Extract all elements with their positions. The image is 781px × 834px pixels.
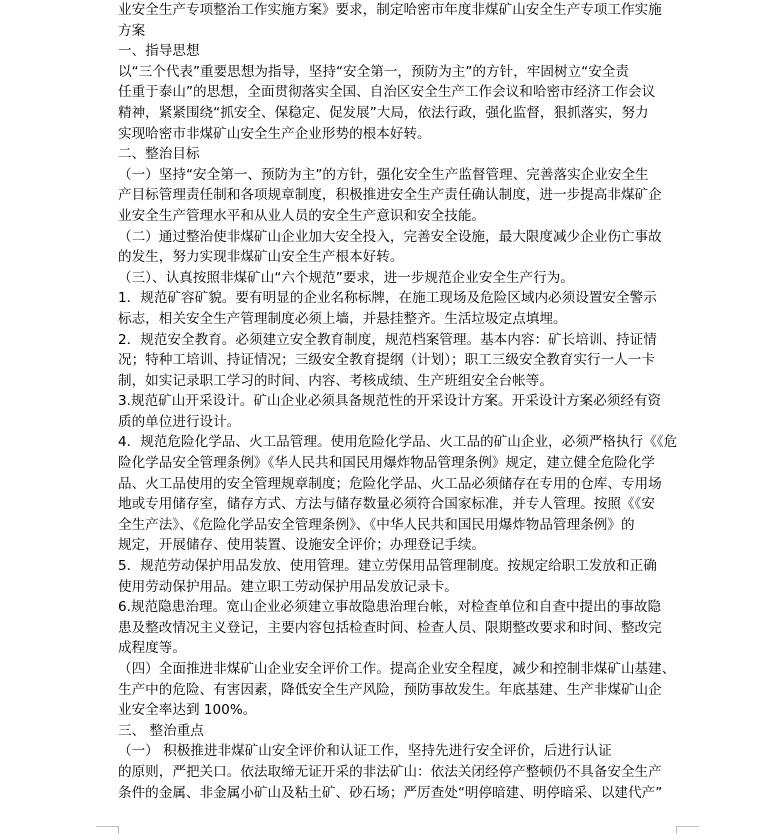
text-line: 2．规范安全教育。必须建立安全教育制度，规范档案管理。基本内容：矿长培训、持证情 bbox=[118, 331, 657, 348]
text-line: （三）、认真按照非煤矿山“六个规范”要求，进一步规范企业安全生产行为。 bbox=[118, 269, 574, 286]
text-line: 4．规范危险化学品、火工品管理。使用危险化学品、火工品的矿山企业，必须严格执行《《危 bbox=[118, 434, 678, 451]
text-line: 条件的金属、非金属小矿山及粘土矿、砂石场；严厉查处“明停暗建、明停暗采、以建代产” bbox=[118, 784, 663, 801]
text-line: （四）全面推进非煤矿山企业安全评价工作。提高企业安全程度，减少和控制非煤矿山基建、 bbox=[118, 661, 676, 677]
text-line: （二）通过整治使非煤矿山企业加大安全投入，完善安全设施，最大限度减少企业伤亡事故 bbox=[118, 228, 662, 245]
section-heading: 三、 整治重点 bbox=[118, 722, 204, 739]
text-line: 方案 bbox=[118, 22, 146, 39]
text-line: 标志，相关安全生产管理制度必须上墙，并悬挂整齐。生活垃圾定点填埋。 bbox=[118, 310, 567, 327]
text-line: 实现哈密市非煤矿山安全生产企业形势的根本好转。 bbox=[118, 125, 431, 142]
page-corner-mark-right bbox=[676, 826, 699, 834]
text-line: 规定，开展储存、使用装置、设施安全评价；办理登记手续。 bbox=[118, 537, 486, 554]
text-line: 全生产法》、《危险化学品安全管理条例》、《中华人民共和国民用爆炸物品管理条例》的 bbox=[118, 516, 635, 533]
section-heading: 一、指导思想 bbox=[118, 43, 200, 60]
text-line: （一）坚持“安全第一、预防为主”的方针，强化安全生产监督管理、完善落实企业安全生 bbox=[118, 166, 649, 183]
text-line: 业安全生产管理水平和从业人员的安全生产意识和安全技能。 bbox=[118, 207, 486, 224]
page-corner-mark-left bbox=[96, 826, 119, 834]
text-line: 使用劳动保护用品。建立职工劳动保护用品发放记录卡。 bbox=[118, 578, 458, 595]
text-line: 况；特种工培训、持证情况；三级安全教育提纲（计划）；职工三级安全教育实行一人一卡 bbox=[118, 352, 655, 369]
text-line: 3.规范矿山开采设计。矿山企业必须具备规范性的开采设计方案。开采设计方案必须经有资 bbox=[118, 393, 662, 410]
text-line: 产目标管理责任制和各项规章制度，积极推进安全生产责任确认制度，进一步提高非煤矿企 bbox=[118, 187, 662, 204]
text-line: 地或专用储存室，储存方式、方法与储存数量必须符合国家标准，并专人管理。按照《《安 bbox=[118, 496, 655, 513]
text-line: （一） 积极推进非煤矿山安全评价和认证工作，坚持先进行安全评价，后进行认证 bbox=[118, 743, 612, 760]
text-line: 业安全率达到 100%。 bbox=[118, 702, 257, 719]
text-line: 成程度等。 bbox=[118, 640, 186, 657]
text-line: 险化学品安全管理条例》《华人民共和国民用爆炸物品管理条例》规定，建立健全危险化学 bbox=[118, 455, 655, 472]
text-line: 生产中的危险、有害因素，降低安全生产风险，预防事故发生。年底基建、生产非煤矿山企 bbox=[118, 681, 662, 698]
text-line: 的发生，努力实现非煤矿山安全生产根本好转。 bbox=[118, 249, 404, 266]
section-heading: 二、整治目标 bbox=[118, 146, 200, 163]
text-line: 患及整改情况主义登记，主要内容包括检查时间、检查人员、限期整改要求和时间、整改完 bbox=[118, 619, 662, 636]
text-line: 制，如实记录职工学习的时间、内容、考核成绩、生产班组安全台帐等。 bbox=[118, 372, 553, 389]
text-line: 1．规范矿容矿貌。要有明显的企业名称标牌，在施工现场及危险区域内必须设置安全警示 bbox=[118, 290, 657, 307]
text-line: 质的单位进行设计。 bbox=[118, 413, 241, 430]
text-line: 的原则，严把关口。依法取缔无证开采的非法矿山：依法关闭经停产整顿仍不具备安全生产 bbox=[118, 763, 662, 780]
document-body bbox=[118, 0, 678, 803]
text-line: 以“三个代表”重要思想为指导，坚持“安全第一，预防为主”的方针，牢固树立“安全责 bbox=[118, 63, 629, 80]
text-line: 5．规范劳动保护用品发放、使用管理。建立劳保用品管理制度。按规定给职工发放和正确 bbox=[118, 558, 657, 575]
text-line: 品、火工品使用的安全管理规章制度；危险化学品、火工品必须储存在专用的仓库、专用场 bbox=[118, 475, 662, 492]
text-line: 6.规范隐患治理。宽山企业必须建立事故隐患治理台帐，对检查单位和自查中提出的事故隐 bbox=[118, 599, 662, 616]
text-line: 精神，紧紧围绕“抓安全、保稳定、促发展”大局，依法行政，强化监督，狠抓落实，努力 bbox=[118, 104, 649, 121]
text-line: 业安全生产专项整治工作实施方案》要求，制定哈密市年度非煤矿山安全生产专项工作实施 bbox=[118, 2, 662, 18]
text-line: 任重于泰山”的思想，全面贯彻落实全国、自治区安全生产工作会议和哈密市经济工作会议 bbox=[118, 84, 656, 101]
